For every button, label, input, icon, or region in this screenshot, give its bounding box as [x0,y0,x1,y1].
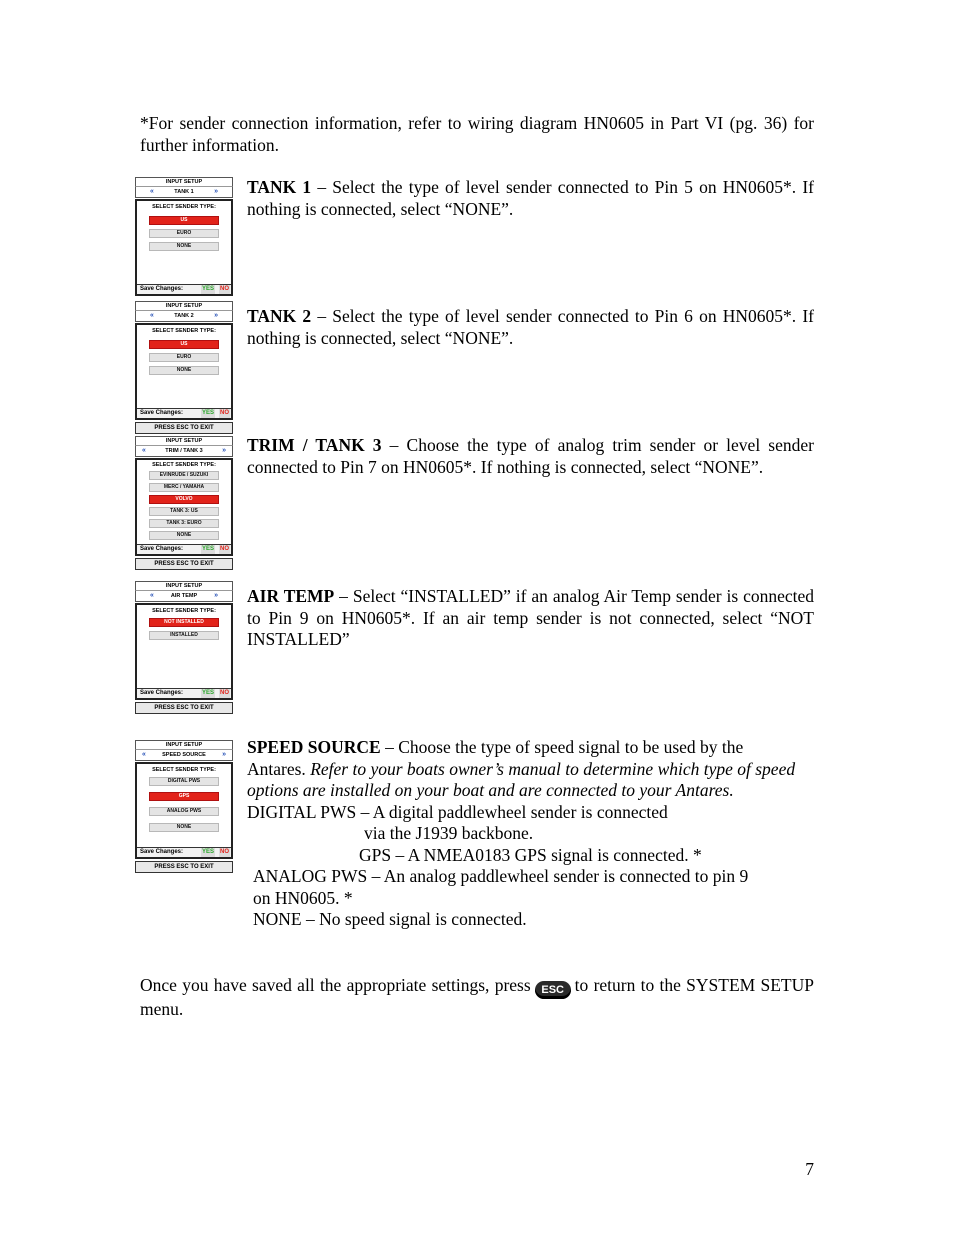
save-changes-bar [137,847,231,857]
no-label: NO [220,546,229,552]
esc-key-icon: ESC [535,981,571,999]
screen-nav [135,445,233,457]
option-installed: INSTALLED [149,631,219,640]
press-esc-bar: PRESS ESC TO EXIT [135,558,233,570]
nav-left-arrow-icon: « [142,447,146,454]
air-temp-screen [135,581,233,714]
screen-body [135,458,233,556]
screen-nav [135,590,233,602]
screen-nav [135,749,233,761]
speed-body-rest [247,759,807,802]
screen-title: INPUT SETUP [135,581,233,590]
nav-right-arrow-icon: » [214,188,218,195]
gps-line: GPS – A NMEA0183 GPS signal is connected. * [359,844,702,865]
screen-name: AIR TEMP [170,593,198,599]
option-euro: EURO [149,353,219,362]
analog-pws-line-2: on HN0605. * [253,887,353,908]
screen-title: INPUT SETUP [135,436,233,445]
yes-label: YES [201,849,214,855]
press-esc-bar: PRESS ESC TO EXIT [135,422,233,434]
intro-paragraph: *For sender connection information, refer to wiring diagram HN0605 in Part VI (pg. 36) for further information. [140,113,814,155]
nav-right-arrow-icon: » [222,751,226,758]
trim-heading: TRIM / TANK 3 [247,435,382,455]
save-changes-bar [137,544,231,554]
press-esc-bar: PRESS ESC TO EXIT [135,702,233,714]
air-temp-body: – Select “INSTALLED” if an analog Air Temp sender is connected to Pin 9 on HN0605*. If an air temp sender is not connected, select “NOT INSTALLED” [247,586,814,649]
no-label: NO [220,410,229,416]
option-none: NONE [149,531,219,540]
no-label: NO [220,690,229,696]
screen-nav [135,310,233,322]
speed-body-italic: Refer to your boats owner’s manual to determine which type of speed options are installed on your boat and are connected to your Antares. [247,758,796,800]
option-merc-yamaha: MERC / YAMAHA [149,483,219,492]
digital-pws-line: DIGITAL PWS – A digital paddlewheel sender is connected [247,801,668,822]
yes-label: YES [201,690,214,696]
nav-left-arrow-icon: « [150,188,154,195]
screen-title: INPUT SETUP [135,301,233,310]
tank2-paragraph [247,306,814,349]
screen-title: INPUT SETUP [135,740,233,749]
tank1-heading: TANK 1 [247,177,312,197]
speed-heading: SPEED SOURCE [247,737,381,757]
option-euro: EURO [149,229,219,238]
digital-pws-line-2: via the J1939 backbone. [364,823,534,843]
save-label: Save Changes: [140,286,184,292]
option-not-installed: NOT INSTALLED [149,618,219,627]
screen-name: TRIM / TANK 3 [165,448,203,454]
save-changes-bar [137,408,231,418]
nav-left-arrow-icon: « [142,751,146,758]
option-none: NONE [149,823,219,832]
tank1-paragraph [247,177,814,220]
option-tank3-euro: TANK 3: EURO [149,519,219,528]
no-label: NO [220,286,229,292]
speed-source-screen [135,740,233,873]
screen-heading: SELECT SENDER TYPE: [152,767,216,773]
screen-heading: SELECT SENDER TYPE: [152,204,216,210]
tank2-body: – Select the type of level sender connected to Pin 6 on HN0605*. If nothing is connected, select “NONE”. [247,306,814,348]
no-label: NO [220,849,229,855]
yes-label: YES [201,546,214,552]
option-gps: GPS [149,792,219,801]
save-label: Save Changes: [140,410,184,416]
speed-line-1 [247,737,814,759]
closing-before: Once you have saved all the appropriate settings, press [140,975,531,995]
option-none: NONE [149,242,219,251]
save-changes-bar [137,688,231,698]
save-label: Save Changes: [140,849,184,855]
nav-left-arrow-icon: « [150,312,154,319]
option-us: US [149,340,219,349]
save-changes-bar [137,284,231,294]
yes-label: YES [201,410,214,416]
option-digital-pws: DIGITAL PWS [149,777,219,786]
screen-nav [135,186,233,198]
save-label: Save Changes: [140,690,184,696]
press-esc-bar: PRESS ESC TO EXIT [135,861,233,873]
screen-name: TANK 1 [174,189,194,195]
option-evinrude-suzuki: EVINRUDE / SUZUKI [149,471,219,480]
option-analog-pws: ANALOG PWS [149,807,219,816]
screen-heading: SELECT SENDER TYPE: [152,328,216,334]
none-line: NONE – No speed signal is connected. [253,909,527,929]
tank2-screen [135,301,233,434]
closing-after: to return to the SYSTEM SETUP menu. [140,975,814,1019]
analog-pws-line: ANALOG PWS – An analog paddlewheel sender is connected to pin 9 [253,866,749,886]
trim-screen [135,436,233,570]
screen-heading: SELECT SENDER TYPE: [152,462,216,468]
screen-name: TANK 2 [174,313,194,319]
option-tank3-us: TANK 3: US [149,507,219,516]
nav-right-arrow-icon: » [222,447,226,454]
screen-body [135,762,233,859]
option-none: NONE [149,366,219,375]
screen-heading: SELECT SENDER TYPE: [152,608,216,614]
nav-right-arrow-icon: » [214,312,218,319]
option-volvo: VOLVO [149,495,219,504]
save-label: Save Changes: [140,546,184,552]
nav-left-arrow-icon: « [150,592,154,599]
trim-paragraph [247,435,814,478]
screen-title: INPUT SETUP [135,177,233,186]
option-us: US [149,216,219,225]
yes-label: YES [201,286,214,292]
page-number: 7 [805,1159,814,1179]
screen-body [135,323,233,420]
speed-body-line2: Antares. [247,758,311,779]
screen-body [135,603,233,700]
speed-source-text [247,737,814,931]
screen-name: SPEED SOURCE [162,752,206,758]
trim-body: – Choose the type of analog trim sender or level sender connected to Pin 7 on HN0605*. If nothing is connected, select “NONE”. [247,435,814,477]
tank2-heading: TANK 2 [247,306,312,326]
closing-paragraph [140,975,814,1021]
tank1-body: – Select the type of level sender connected to Pin 5 on HN0605*. If nothing is connected, select “NONE”. [247,177,814,219]
screen-body [135,199,233,296]
tank1-screen [135,177,233,296]
air-temp-paragraph [247,586,814,651]
speed-body-line1: – Choose the type of speed signal to be used by the [380,737,744,757]
air-temp-heading: AIR TEMP [247,586,335,606]
nav-right-arrow-icon: » [214,592,218,599]
